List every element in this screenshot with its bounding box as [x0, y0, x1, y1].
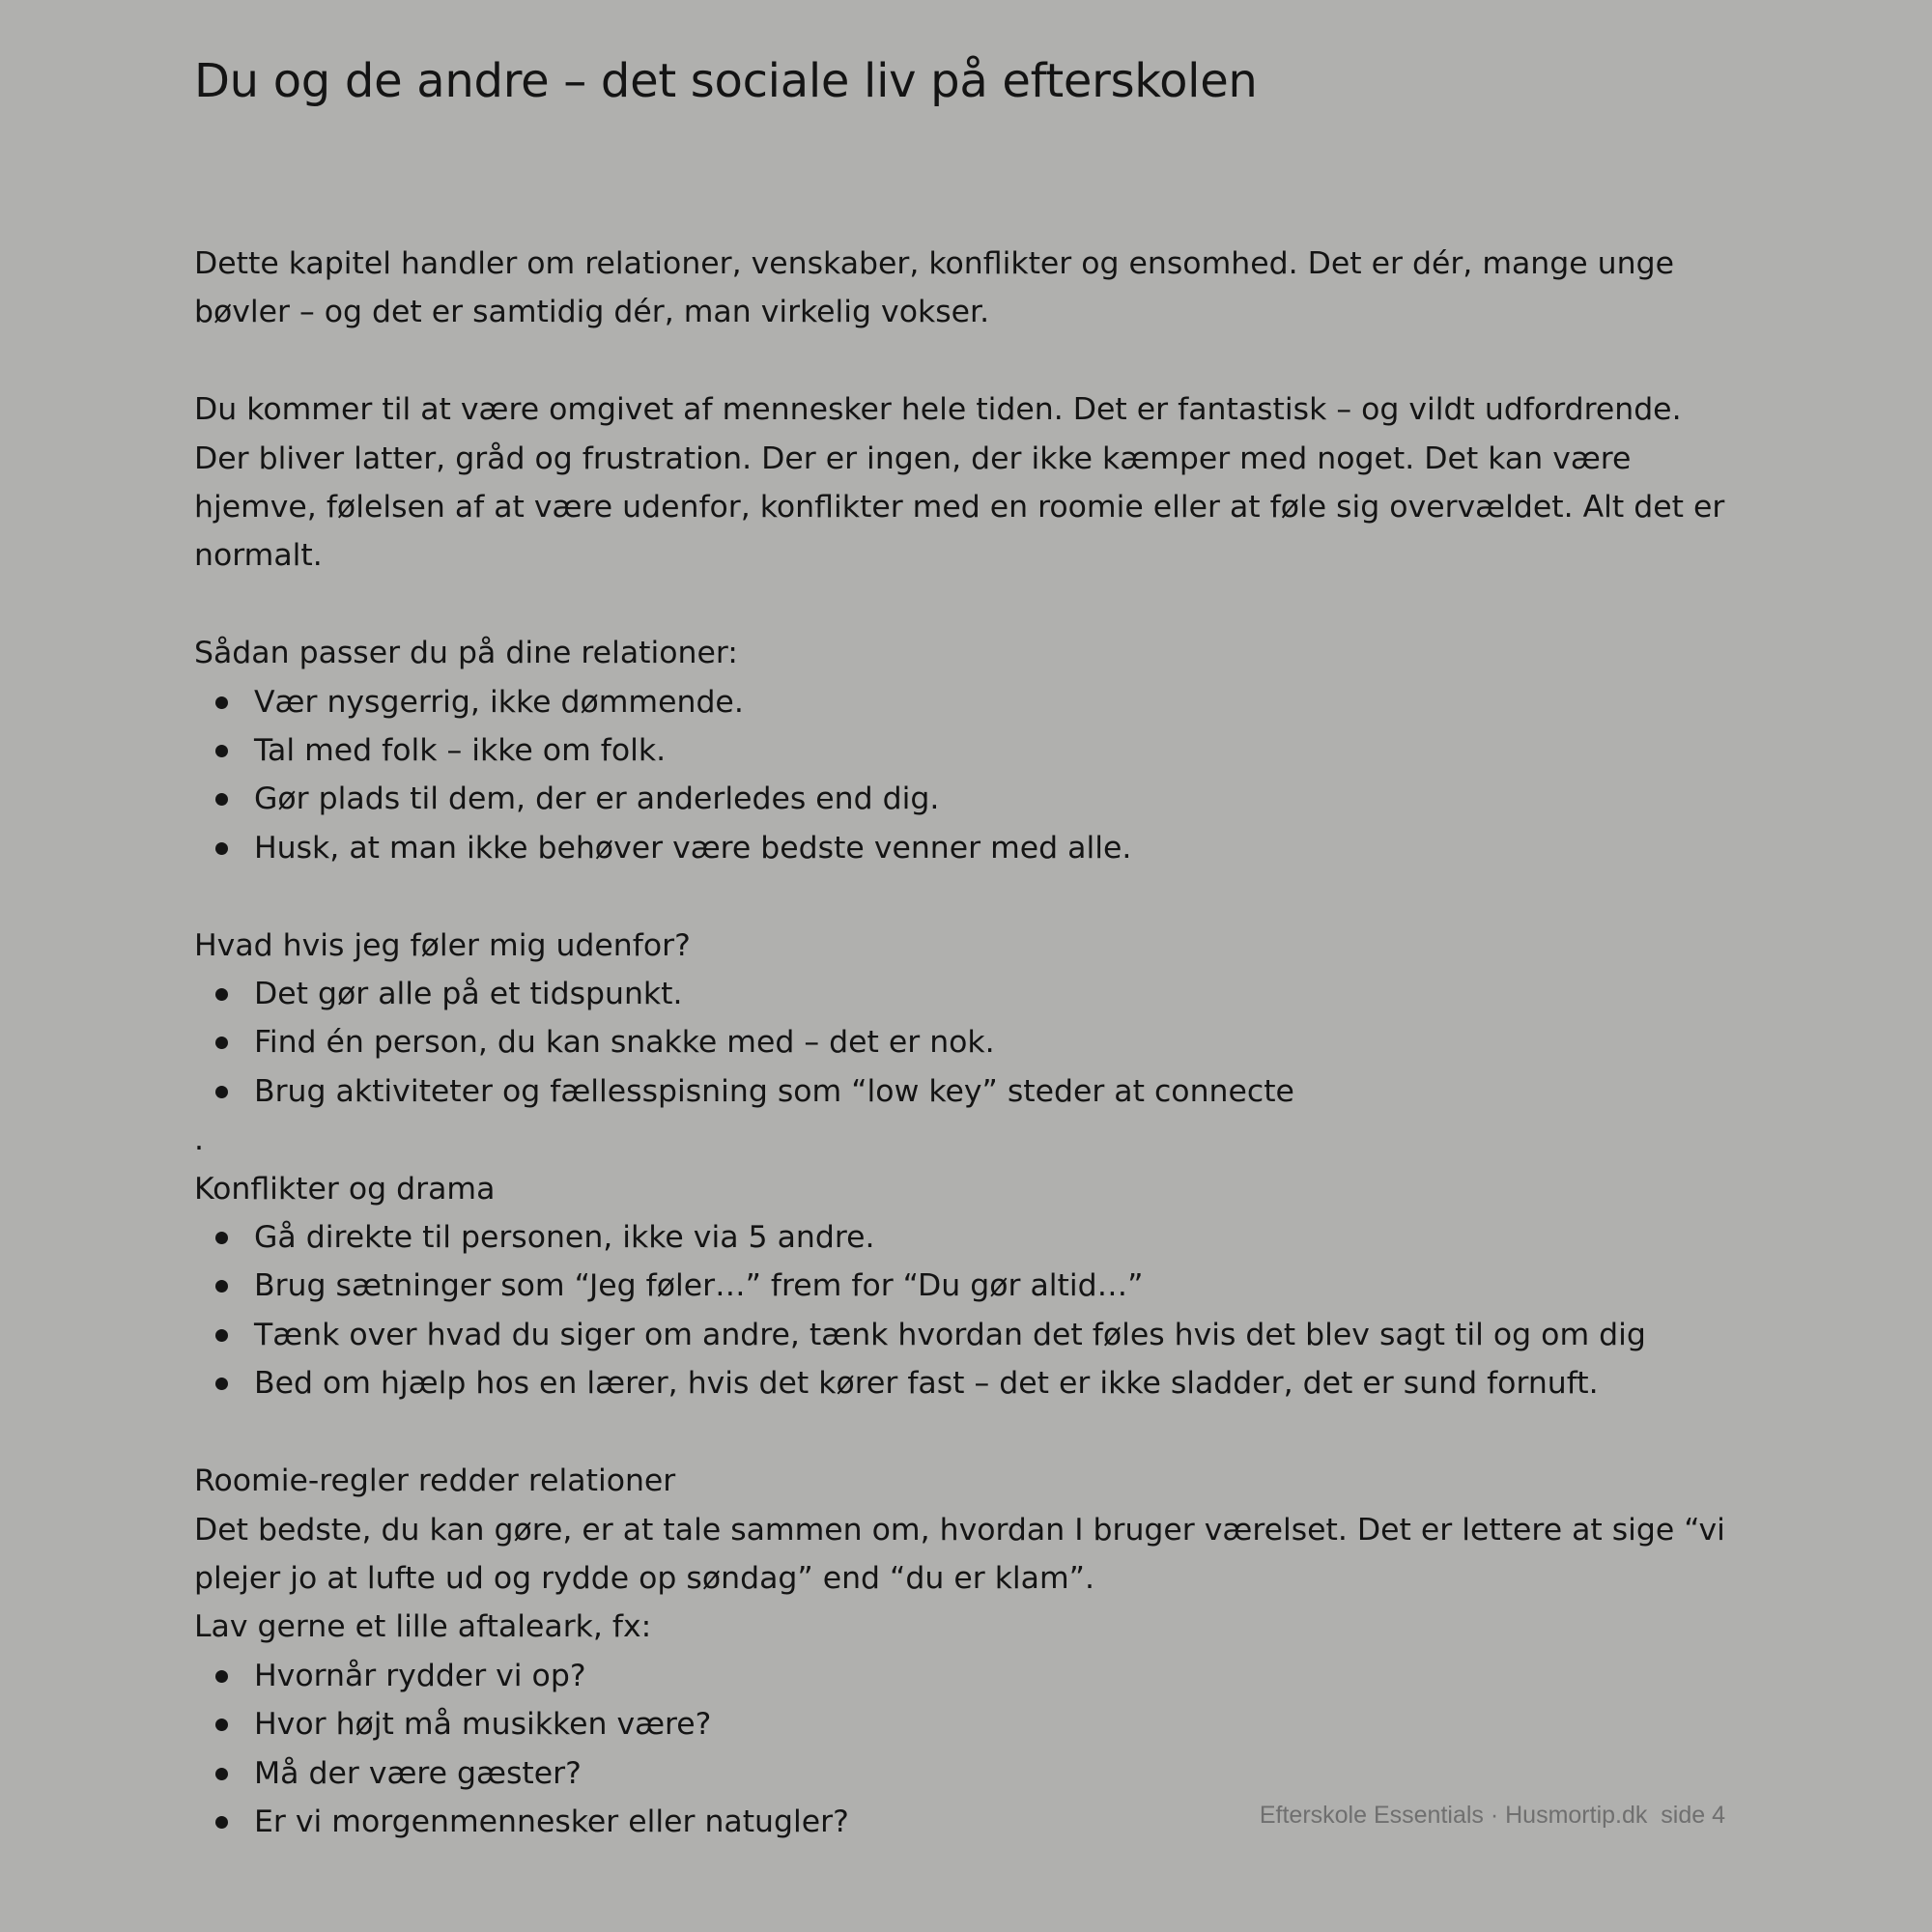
- bullet-icon: [215, 1329, 228, 1342]
- page-content: [194, 48, 1740, 1846]
- list-item: [194, 970, 1740, 1018]
- list-item-text: Find én person, du kan snakke med – det er nok.: [254, 1025, 995, 1061]
- list-item: [194, 1213, 1740, 1262]
- intro-paragraph: Dette kapitel handler om relationer, venskaber, konflikter og ensomhed. Det er dér, mange unge bøvler – og det er samtidig dér, man virkelig vokser.: [194, 246, 1674, 330]
- list-item: [194, 775, 1740, 823]
- bullet-icon: [215, 1086, 228, 1098]
- list-item-text: Hvornår rydder vi op?: [254, 1658, 586, 1693]
- bullet-icon: [215, 1719, 228, 1731]
- list-item: [194, 1311, 1740, 1359]
- list-item-text: Brug sætninger som “Jeg føler…” frem for “Du gør altid…”: [254, 1268, 1144, 1304]
- list-item-text: Tal med folk – ikke om folk.: [254, 733, 667, 769]
- list-item-text: Er vi morgenmennesker eller natugler?: [254, 1804, 849, 1839]
- list-item-text: Det gør alle på et tidspunkt.: [254, 977, 683, 1012]
- outside-heading: Hvad hvis jeg føler mig udenfor?: [194, 927, 691, 963]
- list-item: [194, 824, 1740, 872]
- bullet-icon: [215, 1280, 228, 1293]
- relations-heading: Sådan passer du på dine relationer:: [194, 636, 738, 671]
- context-paragraph: Du kommer til at være omgivet af mennesker hele tiden. Det er fantastisk – og vildt udfordrende. Der bliver latter, gråd og frustration. Der er ingen, der ikke kæmper med noget. Det kan være hjemve, følelsen af at være udenfor, konflikter med en roomie eller at føle sig overvældet. Alt det er normalt.: [194, 392, 1725, 574]
- page-title: Du og de andre – det sociale liv på efterskolen: [194, 54, 1258, 108]
- roomie-heading: Roomie-regler redder relationer: [194, 1463, 676, 1499]
- list-item: [194, 1018, 1740, 1066]
- bullet-icon: [215, 1768, 228, 1780]
- list-item-text: Gå direkte til personen, ikke via 5 andre.: [254, 1220, 875, 1256]
- roomie-paragraph: Det bedste, du kan gøre, er at tale sammen om, hvordan I bruger værelset. Det er lettere at sige “vi plejer jo at lufte ud og rydde op søndag” end “du er klam”.: [194, 1512, 1725, 1596]
- list-item: [194, 1749, 1740, 1798]
- list-item: [194, 1067, 1740, 1116]
- list-item-text: Brug aktiviteter og fællesspisning som “low key” steder at connecte: [254, 1073, 1294, 1109]
- list-item-text: Husk, at man ikke behøver være bedste venner med alle.: [254, 830, 1132, 866]
- relations-list: [194, 678, 1740, 873]
- bullet-icon: [215, 1670, 228, 1683]
- spacer: [194, 581, 1740, 629]
- page-footer: Efterskole Essentials · Husmortip.dk side 4: [1259, 1802, 1725, 1829]
- list-item-text: Må der være gæster?: [254, 1755, 582, 1791]
- list-item: [194, 726, 1740, 775]
- spacer: [194, 1408, 1740, 1457]
- list-item: [194, 1700, 1740, 1748]
- list-item-text: Gør plads til dem, der er anderledes end dig.: [254, 781, 940, 817]
- list-item: [194, 1652, 1740, 1700]
- list-item: [194, 678, 1740, 726]
- bullet-icon: [215, 1816, 228, 1829]
- bullet-icon: [215, 745, 228, 757]
- bullet-icon: [215, 1037, 228, 1049]
- chapter-body: [194, 240, 1740, 1846]
- bullet-icon: [215, 696, 228, 709]
- list-item-text: Tænk over hvad du siger om andre, tænk hvordan det føles hvis det blev sagt til og om dig: [254, 1317, 1646, 1352]
- outside-list: [194, 970, 1740, 1116]
- list-item-text: Bed om hjælp hos en lærer, hvis det kører fast – det er ikke sladder, det er sund fornuft.: [254, 1366, 1599, 1402]
- bullet-icon: [215, 842, 228, 855]
- roomie-lead: Lav gerne et lille aftaleark, fx:: [194, 1609, 652, 1645]
- list-item: [194, 1262, 1740, 1310]
- bullet-icon: [215, 988, 228, 1001]
- bullet-icon: [215, 793, 228, 806]
- spacer: [194, 337, 1740, 385]
- list-item-text: Hvor højt må musikken være?: [254, 1707, 712, 1743]
- bullet-icon: [215, 1378, 228, 1390]
- list-item-text: Vær nysgerrig, ikke dømmende.: [254, 684, 744, 720]
- spacer: [194, 872, 1740, 921]
- bullet-icon: [215, 1232, 228, 1244]
- stray-period: .: [194, 1122, 205, 1158]
- conflicts-heading: Konflikter og drama: [194, 1171, 496, 1207]
- conflicts-list: [194, 1213, 1740, 1408]
- list-item: [194, 1359, 1740, 1407]
